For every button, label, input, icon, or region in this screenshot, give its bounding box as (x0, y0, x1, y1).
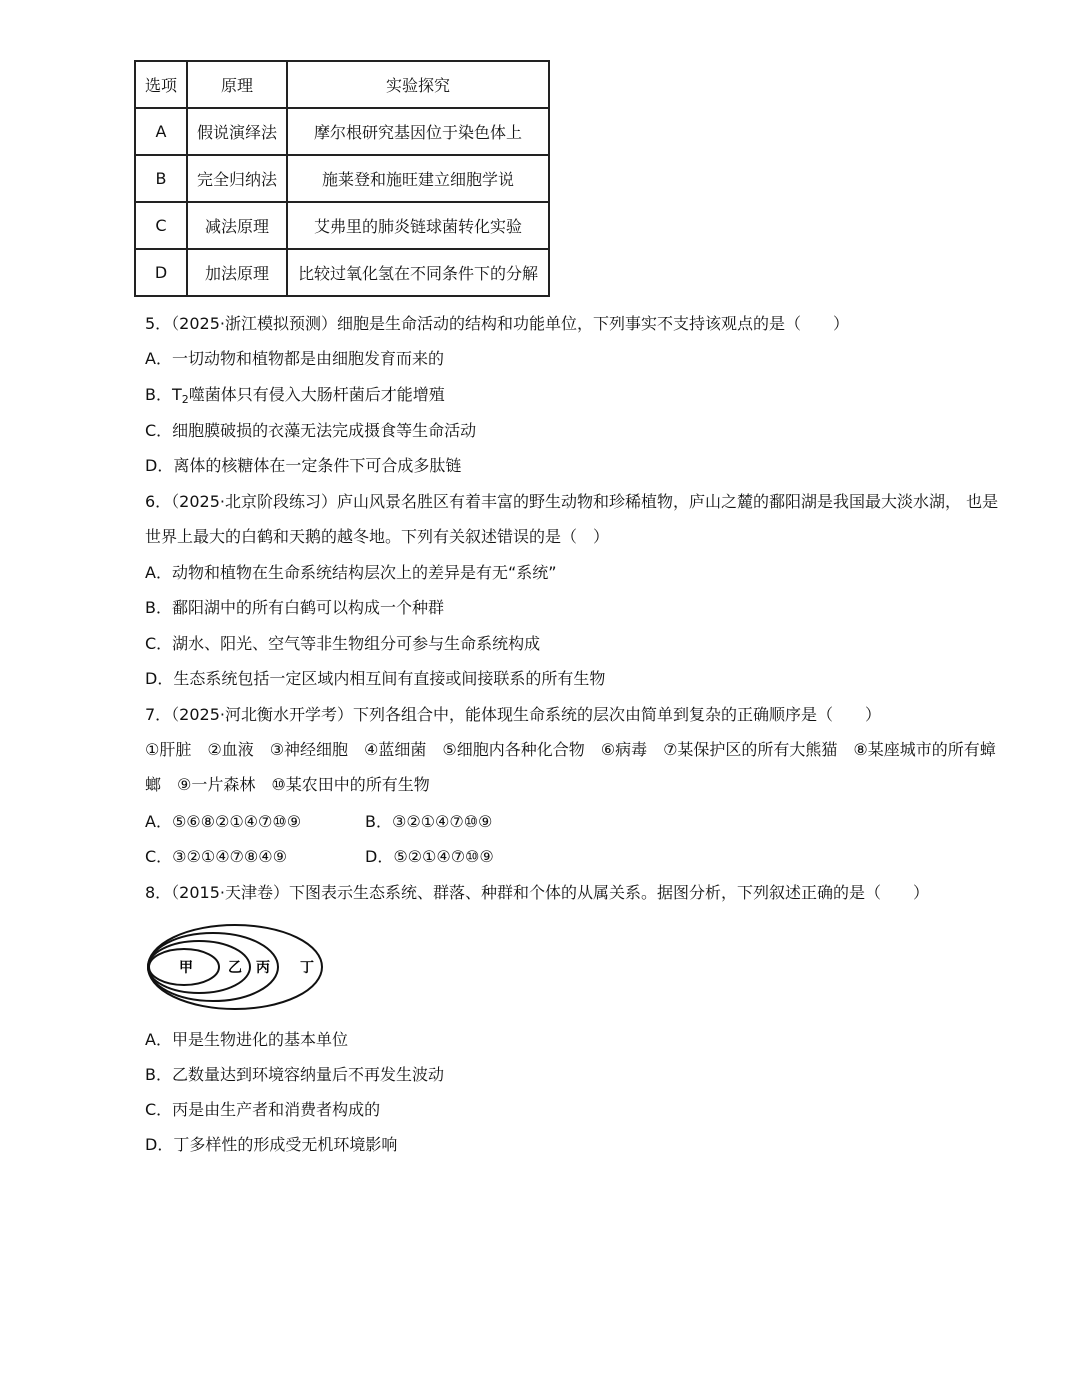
table-cell: 施莱登和施旺建立细胞学说 (287, 155, 549, 202)
question-8-option-d: D．丁多样性的形成受无机环境影响 (145, 1135, 398, 1154)
question-6-option-d: D．生态系统包括一定区域内相互间有直接或间接联系的所有生物 (145, 669, 606, 688)
table-header-row (135, 61, 549, 108)
table-row (135, 155, 549, 202)
question-8-option-c: C．丙是由生产者和消费者构成的 (145, 1100, 381, 1119)
table-header: 选项 (135, 61, 187, 108)
table-cell: 完全归纳法 (187, 155, 287, 202)
label-yi: 乙 (228, 960, 242, 976)
table-row (135, 249, 549, 296)
question-8-stem: 8．（2015·天津卷）下图表示生态系统、群落、种群和个体的从属关系。据图分析，下列叙述正确的是（ ） (145, 883, 929, 902)
options-table (134, 60, 550, 297)
question-7-option-d: D．⑤②①④⑦⑩⑨ (365, 847, 494, 866)
question-5-option-d: D．离体的核糖体在一定条件下可合成多肽链 (145, 456, 462, 475)
table-cell: 摩尔根研究基因位于染色体上 (287, 108, 549, 155)
subscript: 2 (181, 393, 189, 406)
table-cell: A (135, 108, 187, 155)
table-cell: 减法原理 (187, 202, 287, 249)
table-header: 原理 (187, 61, 287, 108)
table-row (135, 108, 549, 155)
option-b-prefix: B．T (145, 385, 182, 404)
question-5-option-c: C．细胞膜破损的衣藻无法完成摄食等生命活动 (145, 421, 477, 440)
question-8-option-b: B．乙数量达到环境容纳量后不再发生波动 (145, 1065, 444, 1084)
question-7-option-c: C．③②①④⑦⑧④⑨ (145, 847, 287, 866)
question-5-stem: 5．（2025·浙江模拟预测）细胞是生命活动的结构和功能单位，下列事实不支持该观点的是（ ） (145, 314, 849, 333)
question-6-stem: 6．（2025·北京阶段练习）庐山风景名胜区有着丰富的野生动物和珍稀植物，庐山之麓的鄱阳湖是我国最大淡水湖， 也是世界上最大的白鹤和天鹅的越冬地。下列有关叙述错误的是（ ） (145, 492, 999, 546)
option-b-text: 噬菌体只有侵入大肠杆菌后才能增殖 (188, 385, 445, 404)
table-cell: 比较过氧化氢在不同条件下的分解 (287, 249, 549, 296)
table-cell: 艾弗里的肺炎链球菌转化实验 (287, 202, 549, 249)
nested-ellipse-diagram (145, 922, 330, 1012)
question-6-option-b: B．鄱阳湖中的所有白鹤可以构成一个种群 (145, 598, 444, 617)
question-5-option-b (145, 385, 445, 410)
question-8-option-a: A．甲是生物进化的基本单位 (145, 1030, 348, 1049)
question-6-option-c: C．湖水、阳光、空气等非生物组分可参与生命系统构成 (145, 634, 541, 653)
table-cell: B (135, 155, 187, 202)
question-7-option-b: B．③②①④⑦⑩⑨ (365, 812, 493, 831)
table-cell: C (135, 202, 187, 249)
table-row (135, 202, 549, 249)
question-6-option-a: A．动物和植物在生命系统结构层次上的差异是有无“系统” (145, 563, 557, 582)
question-7-stem: 7．（2025·河北衡水开学考）下列各组合中，能体现生命系统的层次由简单到复杂的正确顺序是（ ） (145, 705, 881, 724)
table-cell: 加法原理 (187, 249, 287, 296)
table-cell: 假说演绎法 (187, 108, 287, 155)
label-bing: 丙 (256, 960, 270, 976)
question-7-option-a: A．⑤⑥⑧②①④⑦⑩⑨ (145, 812, 302, 831)
table-cell: D (135, 249, 187, 296)
question-5-option-a: A．一切动物和植物都是由细胞发育而来的 (145, 349, 444, 368)
table-header: 实验探究 (287, 61, 549, 108)
label-jia: 甲 (179, 960, 193, 976)
question-7-items: ①肝脏 ②血液 ③神经细胞 ④蓝细菌 ⑤细胞内各种化合物 ⑥病毒 ⑦某保护区的所有大熊猫 ⑧某座城市的所有蟑螂 ⑨一片森林 ⑩某农田中的所有生物 (145, 740, 996, 794)
label-ding: 丁 (300, 960, 314, 976)
